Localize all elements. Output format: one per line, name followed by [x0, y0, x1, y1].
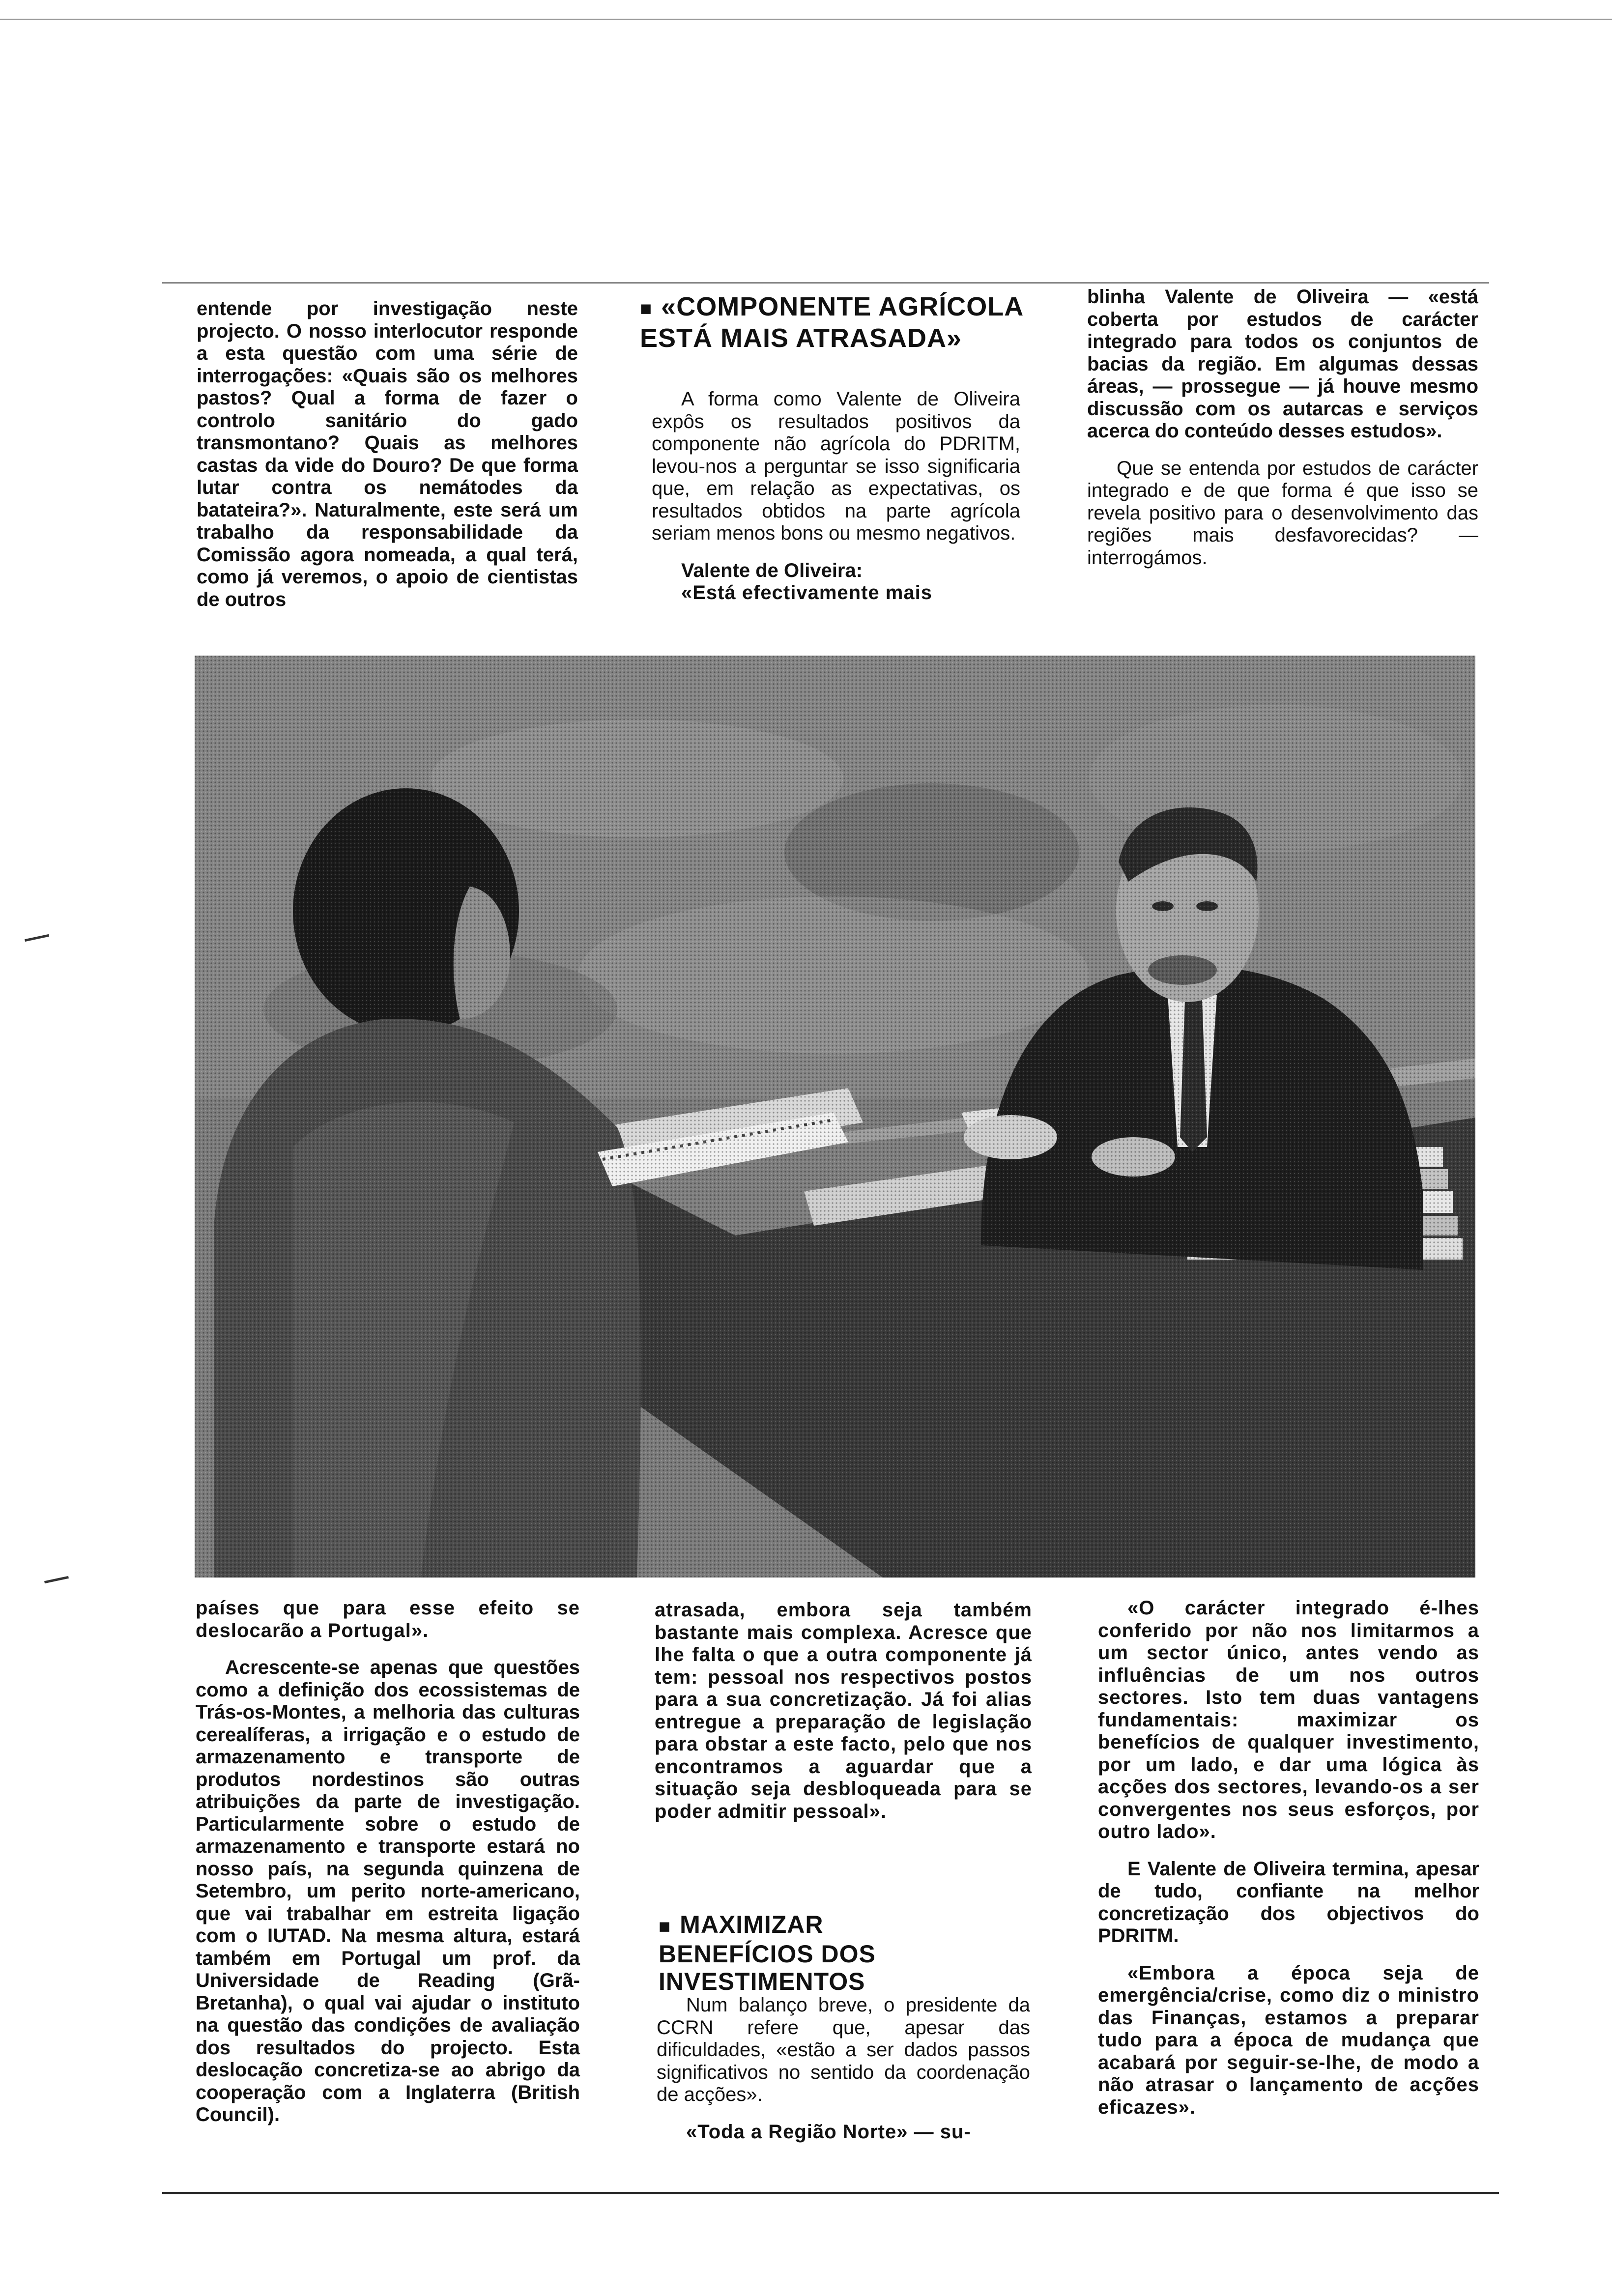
square-bullet-icon: ■ — [640, 297, 653, 319]
bottom-col2b-paragraph-2: «Toda a Região Norte» — su- — [686, 2121, 971, 2143]
section-heading-text: «COMPONENTE AGRÍCOLA ESTÁ MAIS ATRASADA» — [640, 292, 1023, 353]
interview-photo — [195, 656, 1475, 1578]
margin-mark-1 — [25, 934, 49, 942]
section-heading-maximizar — [659, 1911, 973, 1995]
interview-photo-illustration — [195, 656, 1475, 1578]
top-col3-paragraph-1: blinha Valente de Oliveira — «está coberta por estudos de carácter integrado para todos os conjuntos de bacias da região. Em algumas dessas áreas, — prossegue — já houve mesmo discussão com os autarcas e serviços acerca do conteúdo desses estudos». — [1087, 286, 1478, 442]
top-col2-paragraph-1: A forma como Valente de Oliveira expôs os resultados positivos da componente não agrícola do PDRITM, levou-nos a perguntar se isso significaria que, em relação as expectativas, os resultados obtidos na parte agrícola seriam menos bons ou mesmo negativos. — [652, 388, 1020, 544]
bottom-col3-paragraph-3: «Embora a época seja de emergência/crise, como diz o ministro das Finanças, estamos a preparar tudo para a época de mudança que acabará por seguir-se-lhe, de modo a não atrasar o lançamento de acções eficazes». — [1098, 1962, 1479, 2118]
margin-mark-2 — [44, 1576, 69, 1583]
square-bullet-icon-2: ■ — [659, 1915, 671, 1937]
top-col2-speaker: Valente de Oliveira: — [681, 559, 863, 581]
article-bottom-rule — [162, 2192, 1499, 2194]
article-top-rule — [162, 282, 1489, 284]
top-border-rule — [0, 19, 1612, 20]
bottom-column-2b — [657, 1994, 1030, 2158]
top-col2-quote-start: «Está efectivamente mais — [681, 582, 932, 603]
top-col3-paragraph-2: Que se entenda por estudos de carácter integrado e de que forma é que isso se revela positivo para o desenvolvimento das regiões mais desfavorecidas? — interrogámos. — [1087, 457, 1478, 569]
top-col1-paragraph: entende por investigação neste projecto. O nosso interlocutor responde a esta questão com uma série de interrogações: «Quais são os melhores pastos? Qual a forma de fazer o controlo sanitário do gado transmontano? Quais as melhores castas da vide do Douro? De que forma lutar contra os nemátodes da batateira?». Naturalmente, este será um trabalho da responsabilidade da Comissão agora nomeada, a qual terá, como já veremos, o apoio de cientistas de outros — [197, 298, 578, 610]
bottom-column-1 — [196, 1597, 580, 2141]
bottom-column-3 — [1098, 1597, 1479, 2133]
top-column-3 — [1087, 286, 1478, 584]
section-heading-componente-agricola — [640, 292, 1033, 353]
bottom-col2-paragraph-1: atrasada, embora seja também bastante mais complexa. Acresce que lhe falta o que a outra componente já tem: pessoal nos respectivos postos para a sua concretização. Já foi alias entregue a preparação de legislação para obstar a este facto, pelo que nos encontramos a aguardar que a situação seja desbloqueada para se poder admitir pessoal». — [655, 1599, 1032, 1822]
bottom-col3-paragraph-1: «O carácter integrado é-lhes conferido por não nos limitarmos a um sector único, antes vendo as influências de um nos outros sectores. Isto tem duas vantagens fundamentais: maximizar os benefícios de qualquer investimento, por um lado, e dar uma lógica às acções dos sectores, levando-os a ser convergentes nos seus esforços, por outro lado». — [1098, 1597, 1479, 1842]
bottom-col2b-paragraph-1: Num balanço breve, o presidente da CCRN refere que, apesar das dificuldades, «estão a ser dados passos significativos no sentido da coordenação de acções». — [657, 1994, 1030, 2105]
top-column-1 — [197, 298, 578, 626]
bottom-col1-paragraph-1: países que para esse efeito se deslocarão a Portugal». — [196, 1597, 580, 1641]
section-heading-2-text: MAXIMIZAR BENEFÍCIOS DOS INVESTIMENTOS — [659, 1911, 876, 1995]
bottom-col3-paragraph-2: E Valente de Oliveira termina, apesar de tudo, confiante na melhor concretização dos objectivos do PDRITM. — [1098, 1858, 1479, 1947]
bottom-col1-paragraph-2: Acrescente-se apenas que questões como a definição dos ecossistemas de Trás-os-Montes, a melhoria das culturas cerealíferas, a irrigação e o estudo de armazenamento e transporte de produtos nordestinos são outras atribuições da parte de investigação. Particularmente sobre o estudo de armazenamento e transporte estará no nosso país, na segunda quinzena de Setembro, um perito norte-americano, que vai trabalhar em estreita ligação com o IUTAD. Na mesma altura, estará também em Portugal um prof. da Universidade de Reading (Grã-Bretanha), o qual vai ajudar o instituto na questão das condições de avaliação dos resultados do projecto. Esta deslocação concretiza-se ao abrigo da cooperação com a Inglaterra (British Council). — [196, 1657, 580, 2125]
bottom-column-2 — [655, 1599, 1032, 1837]
top-column-2 — [652, 388, 1020, 619]
